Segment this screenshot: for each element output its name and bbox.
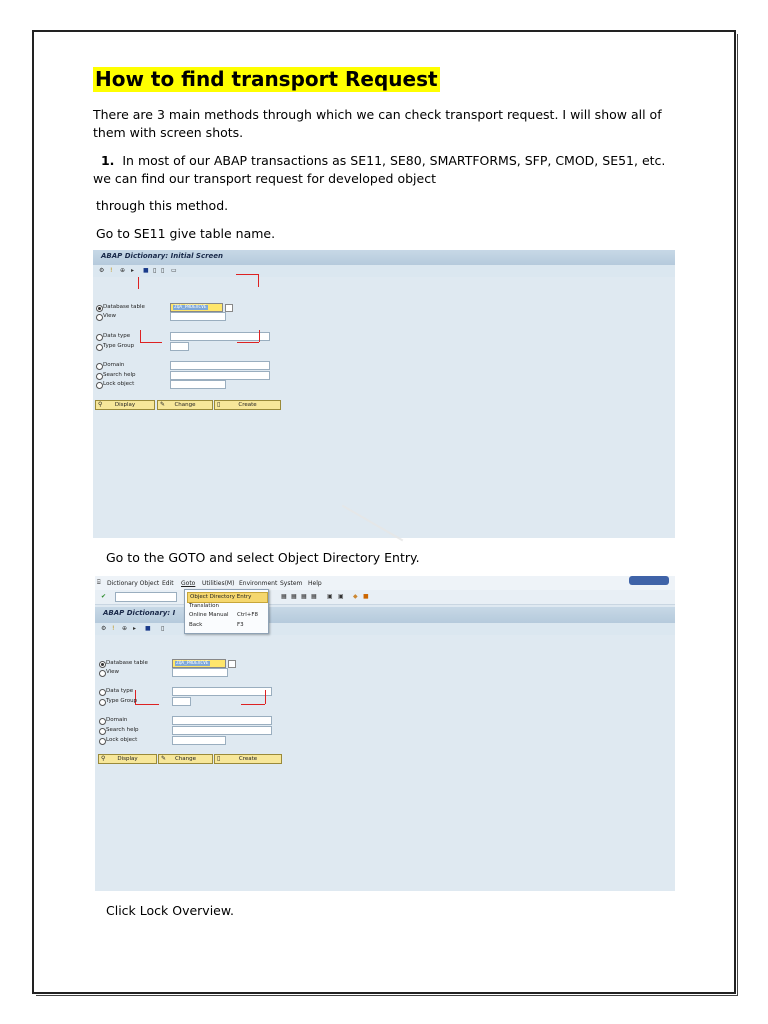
shortcut-icon[interactable]: ▣ bbox=[338, 593, 344, 600]
view-radio[interactable] bbox=[99, 670, 106, 677]
info-icon[interactable]: ■ bbox=[143, 267, 149, 274]
sap-toolbar bbox=[93, 265, 675, 277]
search-help-input[interactable] bbox=[172, 726, 272, 735]
domain-input[interactable] bbox=[170, 361, 270, 370]
domain-radio[interactable] bbox=[96, 363, 103, 370]
domain-radio[interactable] bbox=[99, 718, 106, 725]
delete-icon[interactable]: ▯ bbox=[153, 267, 157, 274]
type-group-radio[interactable] bbox=[96, 344, 103, 351]
annotation-line bbox=[259, 330, 260, 342]
annotation-line bbox=[265, 690, 266, 704]
step1-paragraph bbox=[93, 152, 673, 188]
sap-screenshot-1 bbox=[93, 250, 675, 538]
annotation-line bbox=[140, 330, 141, 342]
sap-menu-icon[interactable]: ⌸ bbox=[97, 579, 101, 586]
help-icon[interactable]: ◆ bbox=[353, 593, 358, 600]
display-icon: ⚲ bbox=[101, 755, 106, 762]
sap-toolbar bbox=[95, 623, 675, 635]
menu-item-shortcut: F3 bbox=[237, 622, 244, 628]
lock-object-radio[interactable] bbox=[99, 738, 106, 745]
search-help-input[interactable] bbox=[170, 371, 270, 380]
find-icon[interactable]: ▦ bbox=[281, 593, 287, 600]
type-group-input[interactable] bbox=[170, 342, 189, 351]
view-label: View bbox=[103, 313, 117, 319]
display-button[interactable] bbox=[98, 754, 157, 764]
menu-item-label: Object Directory Entry bbox=[190, 594, 252, 600]
search-help-label: Search help bbox=[103, 372, 136, 378]
menu-system[interactable]: System bbox=[280, 580, 303, 587]
goto-paragraph: Go to the GOTO and select Object Directory Entry. bbox=[106, 550, 420, 565]
other-object-icon[interactable]: ⚙ bbox=[99, 267, 105, 274]
where-used-icon[interactable]: ! bbox=[110, 267, 113, 274]
menu-environment[interactable]: Environment bbox=[239, 580, 278, 587]
new-session-icon[interactable]: ▣ bbox=[327, 593, 333, 600]
lock-object-label: Lock object bbox=[106, 737, 138, 743]
create-label: Create bbox=[238, 402, 257, 408]
create-icon: ▯ bbox=[217, 401, 221, 408]
info-icon[interactable]: ■ bbox=[145, 625, 151, 632]
database-table-radio[interactable] bbox=[99, 661, 106, 668]
value-help-icon[interactable] bbox=[228, 660, 236, 668]
sap-screenshot-2 bbox=[95, 576, 675, 891]
window-controls[interactable] bbox=[629, 576, 669, 585]
data-type-radio[interactable] bbox=[96, 334, 103, 341]
database-table-input[interactable] bbox=[170, 303, 223, 312]
change-button[interactable] bbox=[157, 400, 213, 410]
display-label: Display bbox=[117, 756, 138, 762]
search-help-radio[interactable] bbox=[99, 728, 106, 735]
menu-item-translation[interactable] bbox=[187, 602, 266, 611]
delete-icon[interactable]: ▯ bbox=[161, 625, 165, 632]
hierarchy-icon[interactable]: ⊕ bbox=[120, 267, 126, 274]
sap-title: ABAP Dictionary: Initial Screen bbox=[101, 252, 224, 260]
annotation-line bbox=[140, 342, 162, 343]
intro-paragraph: There are 3 main methods through which we can check transport request. I will show all of them with screen shots. bbox=[93, 107, 662, 140]
layout-icon[interactable]: ■ bbox=[363, 593, 369, 600]
annotation-line bbox=[258, 274, 259, 287]
view-label: View bbox=[106, 669, 120, 675]
type-group-input[interactable] bbox=[172, 697, 191, 706]
page-title: How to find transport Request bbox=[95, 67, 438, 91]
domain-label: Domain bbox=[106, 717, 128, 723]
goto-se11-paragraph: Go to SE11 give table name. bbox=[96, 226, 276, 241]
domain-input[interactable] bbox=[172, 716, 272, 725]
view-input[interactable] bbox=[170, 312, 226, 321]
menu-bar bbox=[95, 576, 675, 590]
display-object-list-icon[interactable]: ▸ bbox=[131, 267, 135, 274]
data-type-label: Data type bbox=[103, 333, 131, 339]
create-button[interactable] bbox=[214, 400, 281, 410]
annotation-line bbox=[138, 277, 139, 289]
sap-title-bar bbox=[93, 250, 675, 265]
data-type-input[interactable] bbox=[170, 332, 270, 341]
lock-object-label: Lock object bbox=[103, 381, 135, 387]
display-label: Display bbox=[114, 402, 136, 408]
view-radio[interactable] bbox=[96, 314, 103, 321]
database-table-input[interactable] bbox=[172, 659, 226, 668]
through-paragraph: through this method. bbox=[96, 198, 229, 213]
type-group-radio[interactable] bbox=[99, 699, 106, 706]
pencil-icon: ✎ bbox=[161, 755, 167, 762]
step1-text: In most of our ABAP transactions as SE11, SE80, SMARTFORMS, SFP, CMOD, SE51, etc. we can find our transport request for developed object bbox=[93, 153, 666, 186]
menu-dictionary-object[interactable]: Dictionary Object bbox=[107, 580, 160, 587]
data-type-label: Data type bbox=[106, 688, 134, 694]
annotation-line bbox=[135, 704, 159, 705]
click-lock-paragraph: Click Lock Overview. bbox=[106, 903, 234, 918]
display-button[interactable] bbox=[95, 400, 155, 410]
other-object-icon[interactable]: ⚙ bbox=[101, 625, 107, 632]
menu-item-label: Online Manual bbox=[189, 612, 229, 618]
change-label: Change bbox=[174, 402, 196, 408]
view-input[interactable] bbox=[172, 668, 228, 677]
menu-item-shortcut: Ctrl+F8 bbox=[237, 612, 259, 618]
create-icon: ▯ bbox=[217, 755, 221, 762]
change-button[interactable] bbox=[158, 754, 213, 764]
sap-title: ABAP Dictionary: I bbox=[103, 609, 176, 617]
annotation-line bbox=[237, 342, 259, 343]
menu-goto[interactable]: Goto bbox=[181, 580, 196, 587]
display-icon: ⚲ bbox=[98, 401, 103, 408]
command-bar bbox=[95, 590, 675, 605]
first-page-icon[interactable]: ▦ bbox=[301, 593, 307, 600]
enter-icon[interactable]: ✔ bbox=[101, 593, 107, 600]
command-field[interactable] bbox=[115, 592, 177, 602]
type-group-label: Type Group bbox=[106, 698, 138, 704]
change-label: Change bbox=[174, 756, 197, 762]
menu-item-back[interactable] bbox=[187, 621, 266, 630]
lock-object-input[interactable] bbox=[170, 380, 226, 389]
domain-label: Domain bbox=[103, 362, 125, 368]
menu-item-label: Back bbox=[189, 622, 203, 628]
search-help-label: Search help bbox=[106, 727, 139, 733]
display-object-list-icon[interactable]: ▸ bbox=[133, 625, 137, 632]
database-table-label: Database table bbox=[103, 304, 145, 310]
data-type-input[interactable] bbox=[172, 687, 272, 696]
database-table-value: ZQA_PRDEXCVE bbox=[174, 305, 207, 310]
hierarchy-icon[interactable]: ⊕ bbox=[122, 625, 128, 632]
menu-item-label: Translation bbox=[189, 603, 219, 609]
database-table-radio[interactable] bbox=[96, 305, 103, 312]
database-table-value: ZQA_PRDEXCVE bbox=[176, 661, 209, 666]
menu-item-online-manual[interactable] bbox=[187, 611, 266, 620]
menu-utilities[interactable]: Utilities(M) bbox=[202, 580, 235, 587]
type-group-label: Type Group bbox=[103, 343, 135, 349]
lock-object-radio[interactable] bbox=[96, 382, 103, 389]
step1-number: 1. bbox=[100, 153, 115, 168]
database-table-label: Database table bbox=[106, 660, 148, 666]
data-type-radio[interactable] bbox=[99, 689, 106, 696]
create-label: Create bbox=[238, 756, 258, 762]
lock-object-input[interactable] bbox=[172, 736, 226, 745]
where-used-icon[interactable]: ! bbox=[112, 625, 115, 632]
annotation-line bbox=[241, 704, 265, 705]
annotation-line bbox=[236, 274, 258, 275]
goto-dropdown-menu bbox=[184, 589, 269, 634]
transport-icon[interactable]: ▭ bbox=[171, 267, 177, 274]
value-help-icon[interactable] bbox=[225, 304, 233, 312]
copy-icon[interactable]: ▯ bbox=[161, 267, 165, 274]
prev-page-icon[interactable]: ▦ bbox=[311, 593, 317, 600]
menu-help[interactable]: Help bbox=[308, 580, 322, 587]
pencil-icon: ✎ bbox=[160, 401, 166, 408]
find-next-icon[interactable]: ▦ bbox=[291, 593, 297, 600]
sap-title-bar bbox=[95, 607, 675, 623]
create-button[interactable] bbox=[214, 754, 282, 764]
menu-edit[interactable]: Edit bbox=[162, 580, 174, 587]
search-help-radio[interactable] bbox=[96, 373, 103, 380]
